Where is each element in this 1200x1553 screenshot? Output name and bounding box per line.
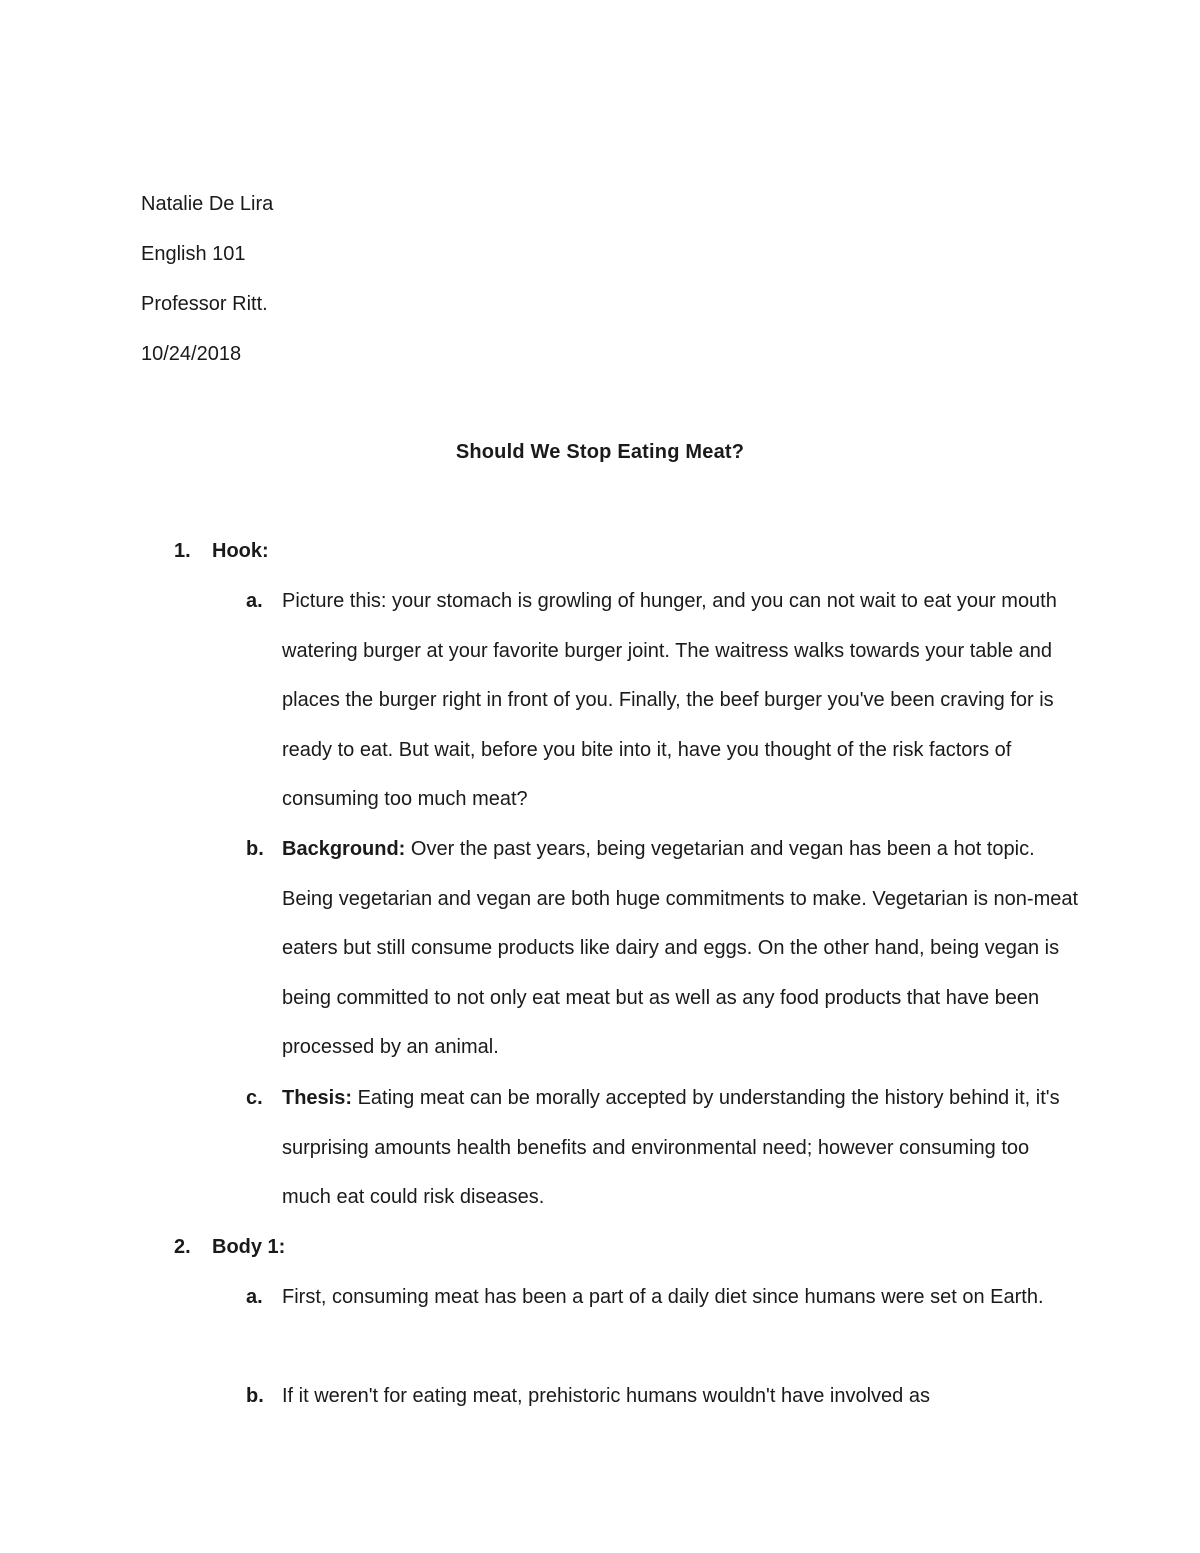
- item-text: First, consuming meat has been a part of a daily diet since humans were set on Earth.: [282, 1286, 1044, 1308]
- item-letter: a.: [246, 590, 263, 612]
- section-number: 1.: [174, 540, 191, 562]
- essay-title: Should We Stop Eating Meat?: [455, 441, 745, 463]
- item-label: Thesis:: [282, 1087, 353, 1109]
- section-number: 2.: [174, 1236, 191, 1258]
- item-text: Over the past years, being vegetarian and vegan has been a hot topic. Being vegetarian and vegan are both huge commitments to make. Vegetarian is non-meat eaters but still consume products like dairy and eggs. On the other hand, being vegan is being committed to not only eat meat but as well as any food products that have been processed by an animal.: [282, 838, 1079, 1059]
- outline-item: [282, 1372, 1082, 1422]
- outline-item: [282, 1273, 1082, 1323]
- section-heading: Hook:: [212, 540, 269, 562]
- outline-item: [282, 825, 1082, 1073]
- item-letter: a.: [246, 1286, 263, 1308]
- submission-date: 10/24/2018: [141, 343, 242, 365]
- item-letter: b.: [246, 838, 264, 860]
- section-heading: Body 1:: [212, 1236, 286, 1258]
- item-letter: c.: [246, 1087, 263, 1109]
- outline-item: [282, 577, 1082, 825]
- professor-name: Professor Ritt.: [141, 293, 268, 315]
- item-text: Picture this: your stomach is growling of hunger, and you can not wait to eat your mouth watering burger at your favorite burger joint. The waitress walks towards your table and places the burger right in front of you. Finally, the beef burger you've been craving for is ready to eat. But wait, before you bite into it, have you thought of the risk factors of consuming too much meat?: [282, 590, 1057, 811]
- item-text: If it weren't for eating meat, prehistoric humans wouldn't have involved as: [282, 1385, 930, 1407]
- item-label: Background:: [282, 838, 406, 860]
- item-letter: b.: [246, 1385, 264, 1407]
- course-name: English 101: [141, 243, 246, 265]
- item-text: Eating meat can be morally accepted by understanding the history behind it, it's surprising amounts health benefits and environmental need; however consuming too much eat could risk diseases.: [282, 1087, 1060, 1209]
- author-name: Natalie De Lira: [141, 193, 274, 215]
- outline-item: [282, 1074, 1082, 1223]
